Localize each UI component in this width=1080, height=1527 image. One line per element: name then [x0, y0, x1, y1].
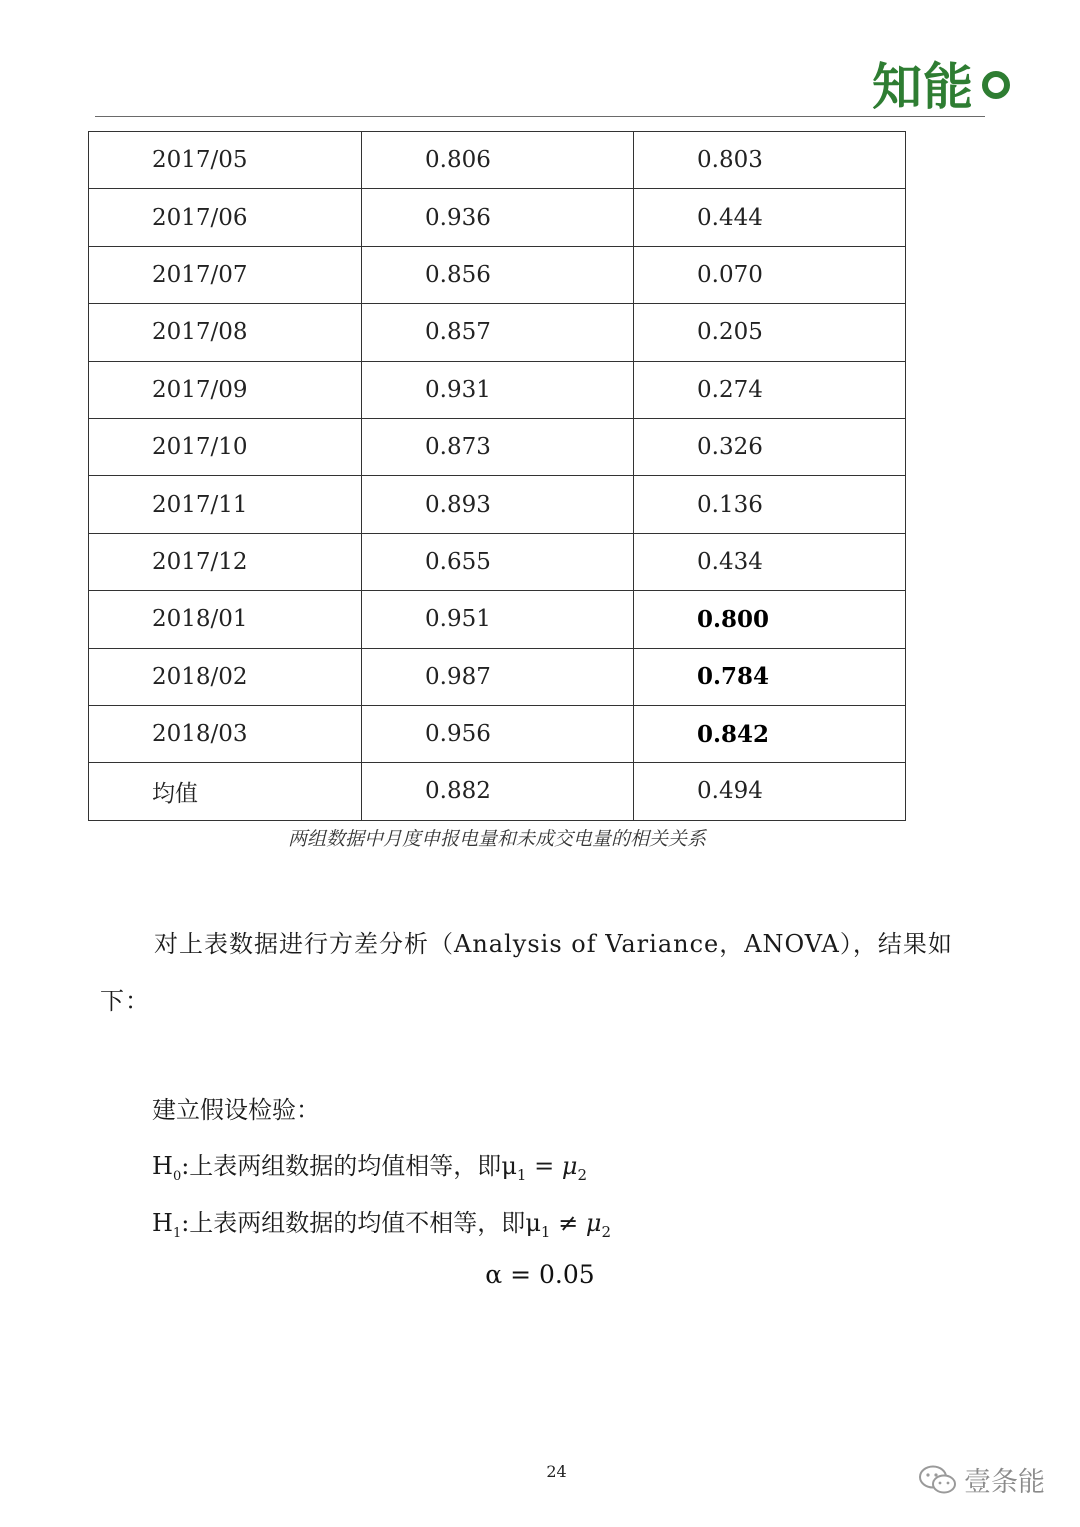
- cell-month: 2017/10: [89, 418, 362, 475]
- cell-month: 2017/05: [89, 132, 362, 189]
- h0-mu2: μ: [561, 1152, 578, 1180]
- table-row: [89, 533, 906, 590]
- cell-value-1: 0.882: [362, 763, 634, 820]
- h0-mu1-sub: 1: [516, 1165, 527, 1184]
- cell-value-1: 0.936: [362, 189, 634, 246]
- cell-month: 均值: [89, 763, 362, 820]
- cell-value-1: 0.806: [362, 132, 634, 189]
- cell-month: 2017/09: [89, 361, 362, 418]
- table-caption: 两组数据中月度申报电量和未成交电量的相关关系: [287, 828, 706, 850]
- table-row: [89, 304, 906, 361]
- cell-value-2: 0.494: [634, 763, 906, 820]
- cell-value-2: 0.444: [634, 189, 906, 246]
- cell-value-2: 0.326: [634, 418, 906, 475]
- cell-value-1: 0.655: [362, 533, 634, 590]
- cell-month: 2017/12: [89, 533, 362, 590]
- cell-value-2: 0.205: [634, 304, 906, 361]
- h1-label: H: [152, 1209, 173, 1237]
- hypothesis-heading: 建立假设检验：: [152, 1096, 320, 1124]
- table-row: [89, 591, 906, 648]
- cell-month: 2017/06: [89, 189, 362, 246]
- table-row: [89, 418, 906, 475]
- h0-text: :上表两组数据的均值相等，即: [181, 1152, 502, 1180]
- table-row: [89, 763, 906, 820]
- h0-label: H: [152, 1152, 173, 1180]
- cell-value-1: 0.987: [362, 648, 634, 705]
- header-rule: [95, 116, 985, 117]
- cell-month: 2017/11: [89, 476, 362, 533]
- watermark: [918, 1460, 1045, 1499]
- cell-value-1: 0.873: [362, 418, 634, 475]
- hypothesis-h1: [152, 1203, 611, 1241]
- cell-value-2: 0.842: [634, 705, 906, 762]
- h0-mu1: μ: [501, 1152, 517, 1180]
- cell-month: 2018/01: [89, 591, 362, 648]
- brand-logo: [872, 58, 1010, 116]
- h1-mu2-sub: 2: [601, 1222, 611, 1241]
- h1-mu1-sub: 1: [540, 1222, 551, 1241]
- cell-value-2: 0.434: [634, 533, 906, 590]
- h1-sub: 1: [172, 1225, 182, 1241]
- h1-op: ≠: [550, 1209, 586, 1237]
- cell-month: 2018/03: [89, 705, 362, 762]
- cell-value-2: 0.274: [634, 361, 906, 418]
- cell-value-2: 0.784: [634, 648, 906, 705]
- h0-op: =: [526, 1152, 562, 1180]
- h1-text: :上表两组数据的均值不相等，即: [181, 1209, 526, 1237]
- cell-value-2: 0.136: [634, 476, 906, 533]
- cell-value-1: 0.856: [362, 246, 634, 303]
- logo-text: 知能: [872, 58, 974, 116]
- h1-math: [525, 1209, 611, 1241]
- cell-value-1: 0.893: [362, 476, 634, 533]
- anova-paragraph: 对上表数据进行方差分析（Analysis of Variance，ANOVA），结果如下：: [100, 930, 953, 1015]
- h0-math: [501, 1152, 587, 1184]
- table-row: [89, 648, 906, 705]
- table-row: [89, 246, 906, 303]
- cell-value-1: 0.951: [362, 591, 634, 648]
- table-row: [89, 189, 906, 246]
- h1-mu2: μ: [585, 1209, 602, 1237]
- wechat-icon: [918, 1464, 958, 1496]
- watermark-text: 壹条能: [964, 1467, 1045, 1498]
- table-row: [89, 476, 906, 533]
- significance-level: α = 0.05: [485, 1260, 595, 1289]
- cell-value-1: 0.857: [362, 304, 634, 361]
- cell-value-2: 0.803: [634, 132, 906, 189]
- h0-sub: 0: [172, 1168, 182, 1184]
- h0-mu2-sub: 2: [577, 1165, 587, 1184]
- table-row: [89, 705, 906, 762]
- cell-value-1: 0.931: [362, 361, 634, 418]
- cell-value-2: 0.800: [634, 591, 906, 648]
- page-number: 24: [546, 1462, 567, 1481]
- logo-dot-icon: [982, 71, 1010, 99]
- cell-value-2: 0.070: [634, 246, 906, 303]
- table-row: [89, 132, 906, 189]
- cell-month: 2018/02: [89, 648, 362, 705]
- table-body: [89, 132, 906, 821]
- table-row: [89, 361, 906, 418]
- cell-value-1: 0.956: [362, 705, 634, 762]
- hypothesis-h0: [152, 1146, 587, 1184]
- h1-mu1: μ: [525, 1209, 541, 1237]
- cell-month: 2017/07: [89, 246, 362, 303]
- cell-month: 2017/08: [89, 304, 362, 361]
- correlation-table: [88, 131, 906, 821]
